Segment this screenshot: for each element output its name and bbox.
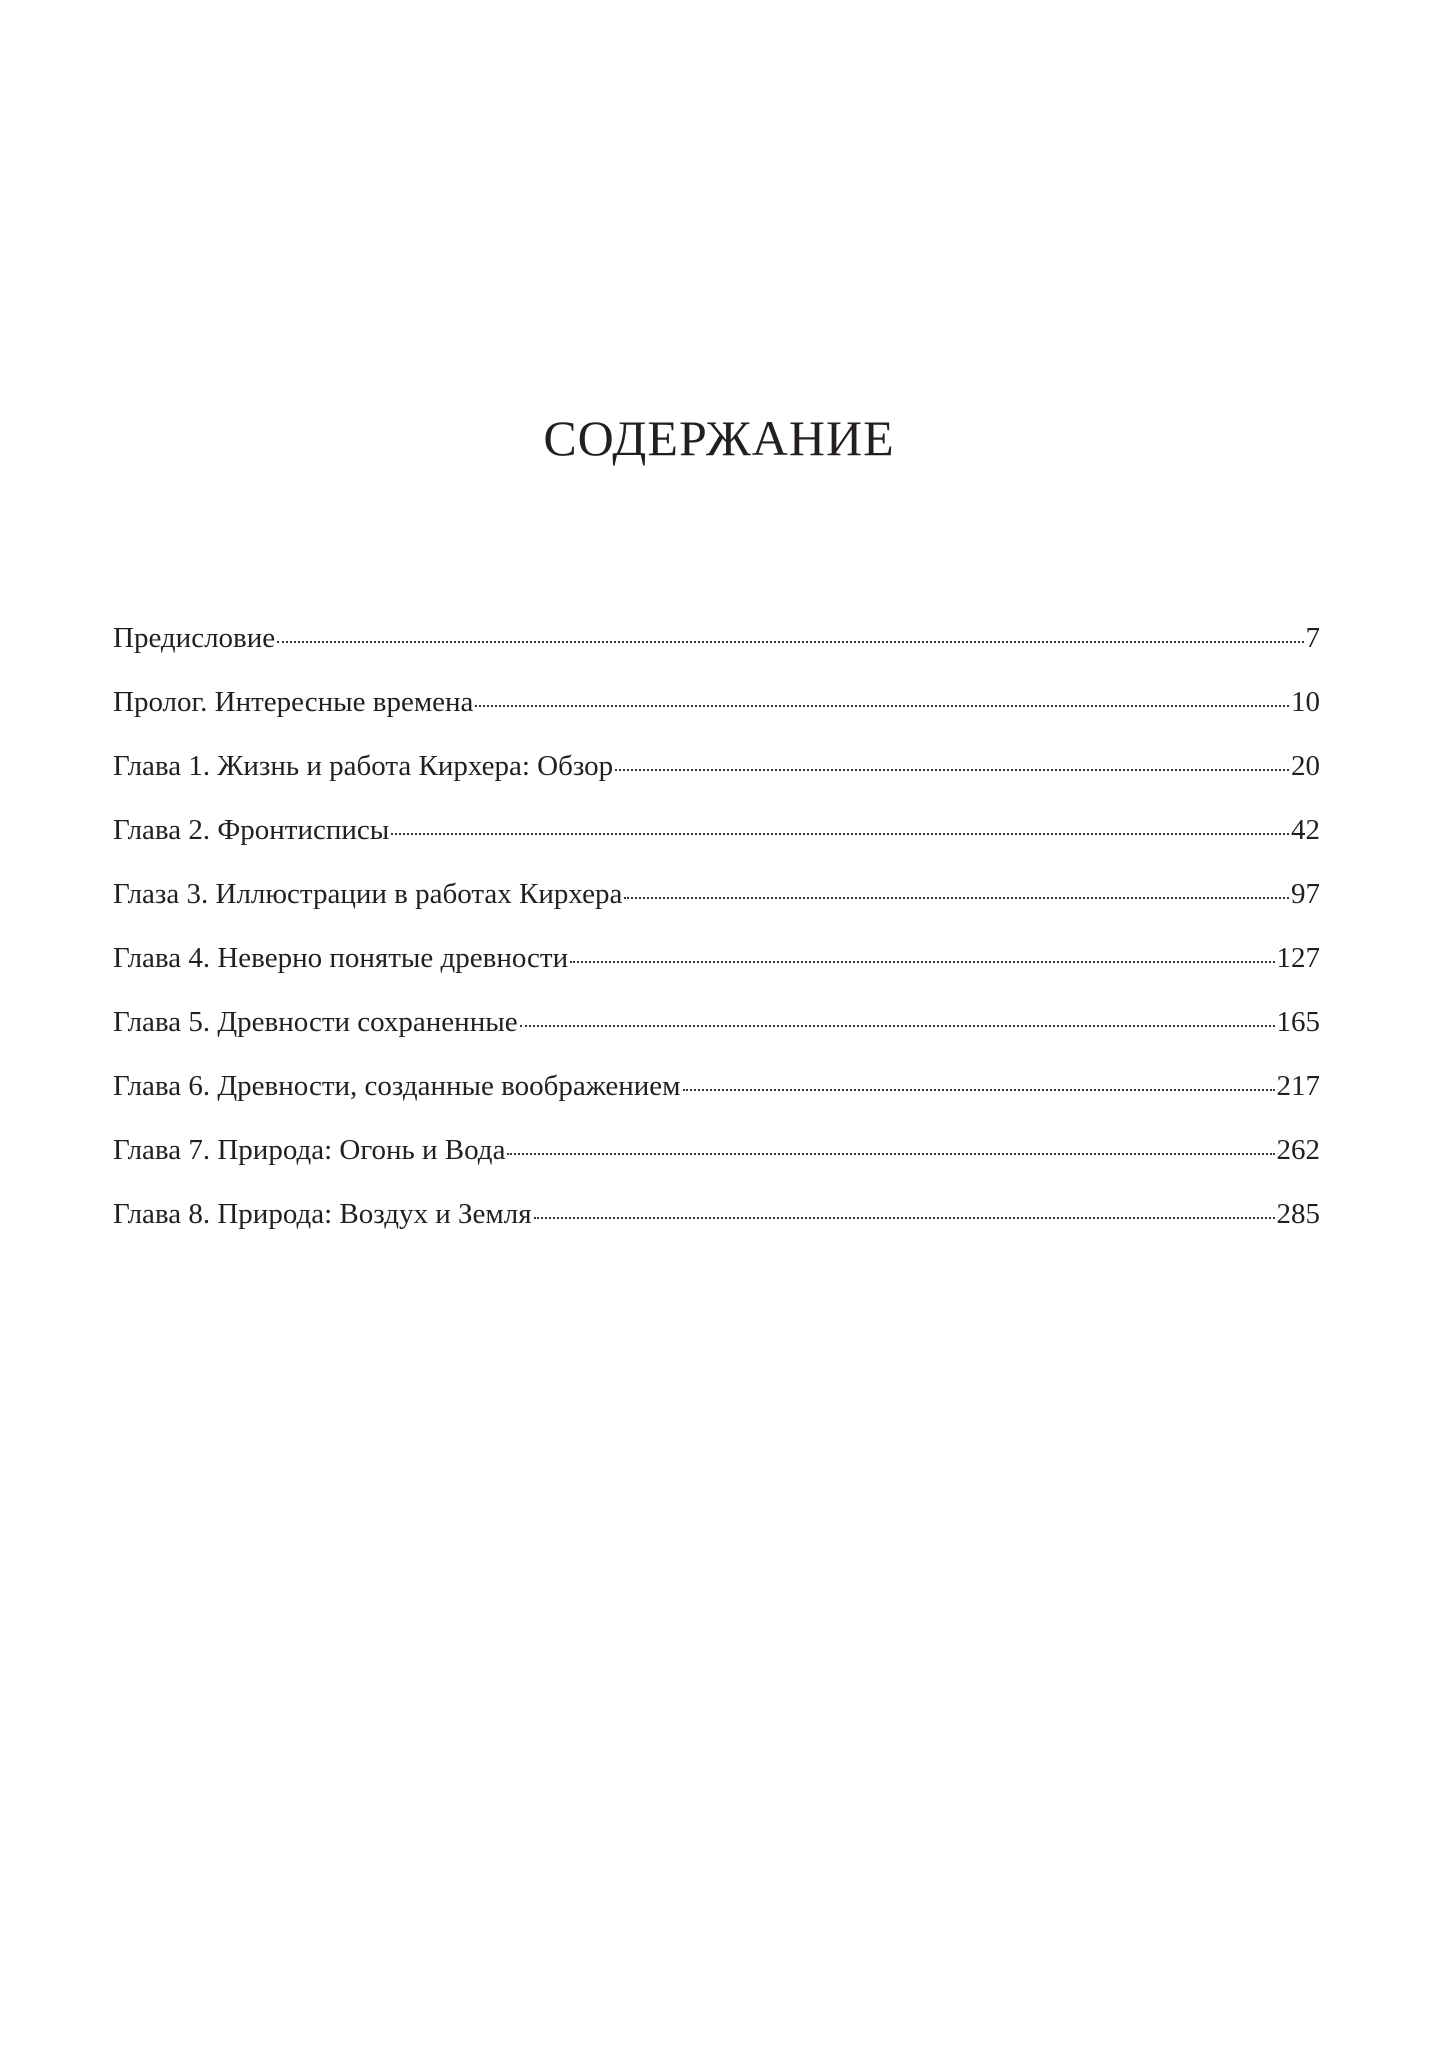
dot-leader bbox=[391, 833, 1289, 835]
dot-leader bbox=[683, 1089, 1275, 1091]
toc-entry-title: Глава 5. Древности сохраненные bbox=[113, 1006, 518, 1038]
toc-page-number: 7 bbox=[1305, 622, 1320, 654]
dot-leader bbox=[277, 641, 1303, 643]
toc-page-number: 97 bbox=[1291, 878, 1320, 910]
toc-entry-title: Глава 6. Древности, созданные воображением bbox=[113, 1070, 681, 1102]
toc-entry-title: Глава 2. Фронтисписы bbox=[113, 814, 390, 846]
toc-page-number: 285 bbox=[1276, 1198, 1320, 1230]
table-of-contents bbox=[113, 614, 1320, 1254]
toc-entry-title: Глава 7. Природа: Огонь и Вода bbox=[113, 1134, 506, 1166]
page-title: СОДЕРЖАНИЕ bbox=[543, 410, 895, 466]
toc-entry-title: Глава 8. Природа: Воздух и Земля bbox=[113, 1198, 532, 1230]
dot-leader bbox=[624, 897, 1289, 899]
toc-entry bbox=[113, 998, 1320, 1062]
dot-leader bbox=[520, 1025, 1275, 1027]
toc-entry bbox=[113, 934, 1320, 998]
dot-leader bbox=[615, 769, 1289, 771]
toc-entry bbox=[113, 1062, 1320, 1126]
toc-entry-title: Глава 1. Жизнь и работа Кирхера: Обзор bbox=[113, 750, 614, 782]
toc-entry-title: Пролог. Интересные времена bbox=[113, 686, 474, 718]
toc-entry bbox=[113, 806, 1320, 870]
toc-page-number: 42 bbox=[1291, 814, 1320, 846]
toc-entry bbox=[113, 1190, 1320, 1254]
toc-entry bbox=[113, 678, 1320, 742]
toc-page-number: 217 bbox=[1276, 1070, 1320, 1102]
toc-page-number: 262 bbox=[1276, 1134, 1320, 1166]
toc-page-number: 127 bbox=[1276, 942, 1320, 974]
toc-entry-title: Глава 4. Неверно понятые древности bbox=[113, 942, 569, 974]
dot-leader bbox=[507, 1153, 1274, 1155]
toc-page-number: 10 bbox=[1291, 686, 1320, 718]
dot-leader bbox=[475, 705, 1289, 707]
toc-entry bbox=[113, 742, 1320, 806]
toc-entry bbox=[113, 1126, 1320, 1190]
toc-entry bbox=[113, 614, 1320, 678]
dot-leader bbox=[570, 961, 1274, 963]
toc-entry-title: Предисловие bbox=[113, 622, 276, 654]
toc-page-number: 20 bbox=[1291, 750, 1320, 782]
toc-page-number: 165 bbox=[1276, 1006, 1320, 1038]
toc-entry bbox=[113, 870, 1320, 934]
toc-entry-title: Глаза 3. Иллюстрации в работах Кирхера bbox=[113, 878, 623, 910]
dot-leader bbox=[534, 1217, 1275, 1219]
